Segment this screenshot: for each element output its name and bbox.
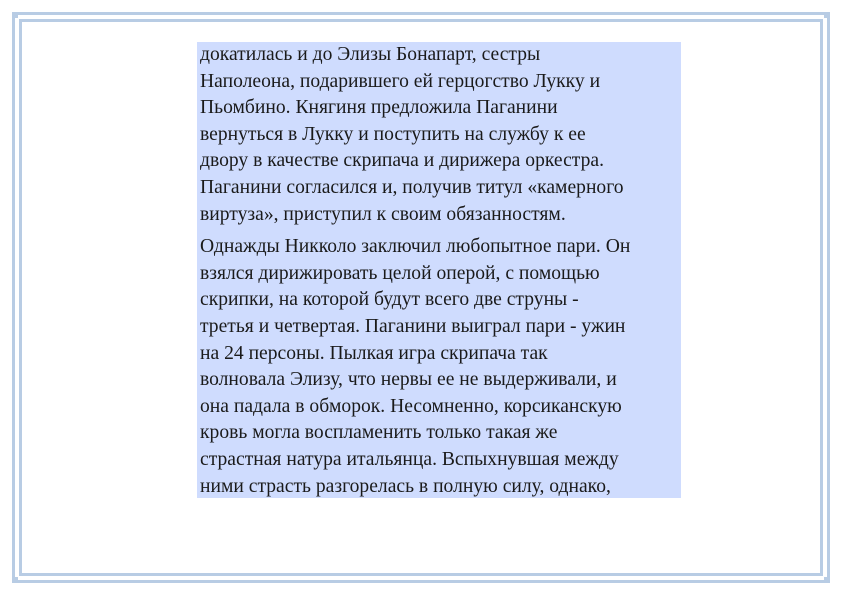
paragraph-2 xyxy=(200,234,677,500)
text-line: двору в качестве скрипача и дирижера оркестра. xyxy=(200,150,604,172)
frame-corner-bottom-right xyxy=(824,577,830,583)
text-line: ними страсть разгорелась в полную силу, однако, xyxy=(200,475,611,497)
paragraph-1 xyxy=(200,42,677,228)
text-line: волновала Элизу, что нервы ее не выдерживали, и xyxy=(200,369,617,391)
frame-corner-bottom-left xyxy=(12,577,18,583)
text-line: скрипки, на которой будут всего две струны - xyxy=(200,289,579,311)
text-line: виртуза», приступил к своим обязанностям. xyxy=(200,203,566,225)
text-line: страстная натура итальянца. Вспыхнувшая между xyxy=(200,448,619,470)
text-line: Пьомбино. Княгиня предложила Паганини xyxy=(200,97,558,119)
text-line: Наполеона, подарившего ей герцогство Лукку и xyxy=(200,70,601,92)
text-line: она падала в обморок. Несомненно, корсиканскую xyxy=(200,395,622,417)
text-line: вернуться в Лукку и поступить на службу к ее xyxy=(200,123,586,145)
frame-corner-top-right xyxy=(824,12,830,18)
frame-corner-top-left xyxy=(12,12,18,18)
text-line: докатилась и до Элизы Бонапарт, сестры xyxy=(200,44,541,65)
text-block xyxy=(197,42,681,498)
text-line: третья и четвертая. Паганини выиграл пари - ужин xyxy=(200,315,626,337)
text-line: взялся дирижировать целой оперой, с помощью xyxy=(200,262,600,284)
text-line: кровь могла воспламенить только такая же xyxy=(200,422,558,444)
text-line: Паганини согласился и, получив титул «камерного xyxy=(200,176,624,198)
text-line: Однажды Никколо заключил любопытное пари. Он xyxy=(200,236,631,258)
text-line: на 24 персоны. Пылкая игра скрипача так xyxy=(200,342,548,364)
